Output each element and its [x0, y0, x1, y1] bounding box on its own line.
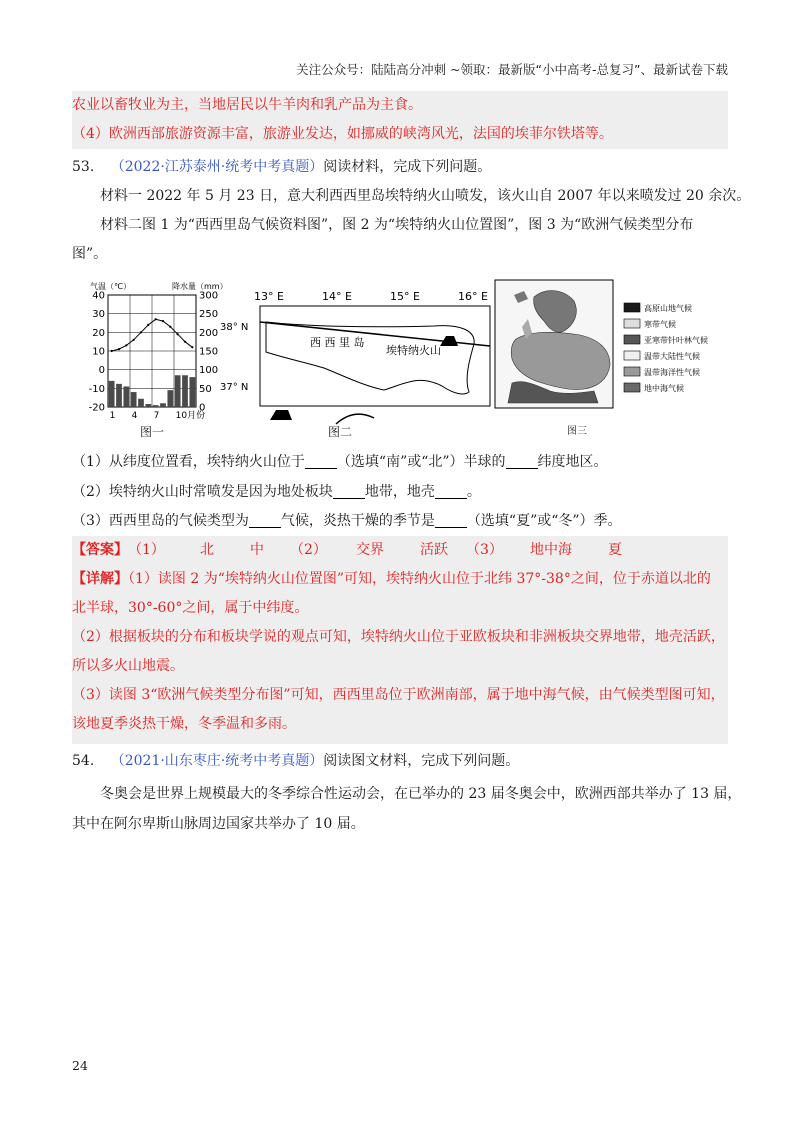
precip-tick-label: 100 [199, 365, 219, 377]
temperature-point [155, 318, 157, 320]
sub-question-1-part-a: （1）从纬度位置看，埃特纳火山位于 [72, 454, 305, 470]
answer-item: （1） [128, 542, 165, 558]
figure-1-caption: 图一 [140, 425, 165, 439]
legend-label: 亚寒带针叶林气候 [644, 336, 708, 345]
temperature-point [191, 346, 193, 348]
temp-tick-label: -10 [88, 383, 105, 395]
answer-item: 交界 [356, 542, 384, 558]
answer-blank-6[interactable] [435, 514, 467, 528]
precip-bar [160, 403, 166, 407]
precip-axis-label: 降水量（mm） [172, 282, 228, 291]
answer-item: 地中海 [530, 542, 572, 558]
previous-answer-line-1: 农业以畜牧业为主，当地居民以牛羊肉和乳产品为主食。 [72, 97, 422, 113]
q54-text-line-1: 冬奥会是世界上规模最大的冬季综合性运动会，在已举办的 23 届冬奥会中，欧洲西部共举办了 13 届， [100, 786, 742, 802]
precip-bar [145, 404, 151, 407]
precip-bar [175, 375, 181, 407]
precip-bar [167, 390, 173, 407]
detail-line-2: 北半球，30°-60°之间，属于中纬度。 [72, 600, 309, 616]
temperature-point [125, 344, 127, 346]
precip-bar [189, 377, 195, 407]
lon-label-13: 13° E [254, 290, 284, 303]
precip-bar [153, 405, 159, 407]
precip-tick-label: 50 [199, 383, 212, 395]
temperature-point [184, 341, 186, 343]
temp-tick-label: 20 [92, 327, 105, 339]
temperature-point [118, 348, 120, 350]
answer-item: 北 [200, 542, 214, 558]
answer-blank-1[interactable] [305, 455, 337, 469]
material-1: 材料一 2022 年 5 月 23 日，意大利西西里岛埃特纳火山喷发，该火山自 2007 年以来喷发过 20 余次。 [100, 188, 751, 204]
sub-question-3-part-b: 气候，炎热干燥的季节是 [280, 513, 435, 529]
precip-bar [131, 392, 137, 407]
legend-label: 高原山地气候 [644, 304, 692, 313]
temp-tick-label: 40 [92, 290, 105, 302]
answer-item: （2） [290, 542, 327, 558]
temp-tick-label: 0 [98, 365, 105, 377]
precip-tick-label: 200 [199, 327, 219, 339]
detail-line-1 [72, 565, 728, 594]
temperature-point [111, 350, 113, 352]
answer-blank-3[interactable] [333, 485, 365, 499]
sub-question-3-part-c: （选填“夏”或“冬”）季。 [466, 513, 622, 529]
legend-label: 地中海气候 [644, 384, 684, 393]
lat-label-38: 38° N [220, 322, 249, 333]
legend-swatch [624, 351, 640, 360]
detail-line-6: 该地夏季炎热干燥，冬季温和多雨。 [72, 716, 296, 732]
month-tick-label: 7 [153, 411, 160, 421]
lon-label-14: 14° E [322, 290, 352, 303]
volcano-label: 埃特纳火山 [386, 344, 441, 357]
answer-blank-4[interactable] [435, 485, 467, 499]
legend-swatch [624, 303, 640, 312]
precip-bar [123, 386, 129, 407]
temp-axis-label: 气温（℃） [90, 282, 131, 291]
question-number: 54. [72, 753, 95, 769]
figure-2-etna-map [214, 286, 496, 434]
map-frame [260, 306, 490, 406]
answer-item: 夏 [608, 542, 622, 558]
legend-label: 寒带气候 [644, 320, 676, 329]
sub-question-2-part-b: 地带，地壳 [364, 484, 435, 500]
sub-question-1 [72, 451, 608, 473]
question-53-header [72, 156, 491, 178]
temp-tick-label: -20 [88, 402, 105, 414]
detail-1-text: （1）读图 2 为“埃特纳火山位置图”可知，埃特纳火山位于北纬 37°-38°之间，位于赤道以北的 [128, 571, 711, 587]
legend-swatch [624, 319, 640, 328]
answer-item: （3） [466, 542, 503, 558]
legend-label: 温带大陆性气候 [644, 352, 700, 361]
figure-2-caption: 图二 [328, 425, 353, 439]
answer-tag: 【答案】 [72, 542, 128, 558]
sub-question-2 [72, 481, 481, 503]
page-number: 24 [72, 1058, 88, 1073]
answer-item: 活跃 [420, 542, 448, 558]
sub-question-2-part-a: （2）埃特纳火山时常喷发是因为地处板块 [72, 484, 333, 500]
figure-3-caption: 图三 [567, 426, 587, 437]
precip-tick-label: 0 [199, 402, 206, 414]
sub-question-2-part-c: 。 [466, 484, 481, 500]
marker-triangle [270, 410, 292, 420]
island-label: 西 西 里 岛 [310, 336, 365, 349]
sub-question-1-part-c: 纬度地区。 [537, 454, 608, 470]
sub-question-3 [72, 510, 622, 532]
sub-question-3-part-a: （3）西西里岛的气候类型为 [72, 513, 249, 529]
detail-tag: 【详解】 [72, 571, 128, 587]
answer-item: 中 [250, 542, 264, 558]
material-2-line-1: 材料二图 1 为“西西里岛气候资料图”，图 2 为“埃特纳火山位置图”，图 3 为“欧洲气候类型分布 [100, 217, 694, 233]
precip-bar [182, 375, 188, 407]
precip-bar [116, 384, 122, 407]
page-header: 关注公众号：陆陆高分冲刺 ~领取：最新版“小中高考-总复习”、最新试卷下载 [296, 62, 728, 77]
legend-swatch [624, 367, 640, 376]
precip-bar [138, 399, 144, 407]
question-source: （2022·江苏泰州·统考中考真题） [110, 159, 324, 175]
lon-label-16: 16° E [458, 290, 488, 303]
legend-label: 温带海洋性气候 [644, 368, 700, 377]
detail-line-3: （2）根据板块的分布和板块学说的观点可知，埃特纳火山位于亚欧板块和非洲板块交界地带，地壳活跃， [72, 629, 725, 645]
question-source: （2021·山东枣庄·统考中考真题） [110, 753, 324, 769]
precip-tick-label: 250 [199, 309, 219, 321]
question-number: 53. [72, 159, 95, 175]
sub-question-1-part-b: （选填“南”或“北”）半球的 [336, 454, 506, 470]
precip-bar [109, 381, 115, 407]
temperature-point [140, 331, 142, 333]
question-54-header [72, 750, 519, 772]
detail-line-5: （3）读图 3“欧洲气候类型分布图”可知，西西里岛位于欧洲南部，属于地中海气候，由气候类型图可知， [72, 687, 725, 703]
question-intro: 阅读图文材料，完成下列问题。 [323, 753, 520, 769]
precip-tick-label: 150 [199, 346, 219, 358]
question-intro: 阅读材料，完成下列问题。 [323, 159, 492, 175]
temp-tick-label: 10 [92, 346, 105, 358]
legend-swatch [624, 383, 640, 392]
precip-tick-label: 300 [199, 290, 219, 302]
answer-blank-5[interactable] [249, 514, 281, 528]
material-2-line-2: 图”。 [72, 246, 108, 262]
month-tick-label: 10月份 [175, 411, 206, 421]
figure-1-climate-chart [86, 281, 228, 433]
month-tick-label: 4 [131, 411, 138, 421]
lon-label-15: 15° E [390, 290, 420, 303]
temperature-point [169, 326, 171, 328]
temp-tick-label: 30 [92, 309, 105, 321]
figure-3-europe-climate-map [494, 279, 726, 435]
detail-line-4: 所以多火山地震。 [72, 658, 184, 674]
answer-blank-2[interactable] [506, 455, 538, 469]
lat-label-37: 37° N [220, 382, 249, 393]
temperature-point [177, 333, 179, 335]
q54-text-line-2: 其中在阿尔卑斯山脉周边国家共举办了 10 届。 [72, 816, 365, 832]
month-tick-label: 1 [109, 411, 116, 421]
temperature-point [133, 339, 135, 341]
temperature-point [162, 320, 164, 322]
previous-answer-line-2: （4）欧洲西部旅游资源丰富，旅游业发达，如挪威的峡湾风光，法国的埃菲尔铁塔等。 [72, 126, 613, 142]
temperature-point [147, 324, 149, 326]
legend-swatch [624, 335, 640, 344]
answer-line [72, 536, 728, 565]
